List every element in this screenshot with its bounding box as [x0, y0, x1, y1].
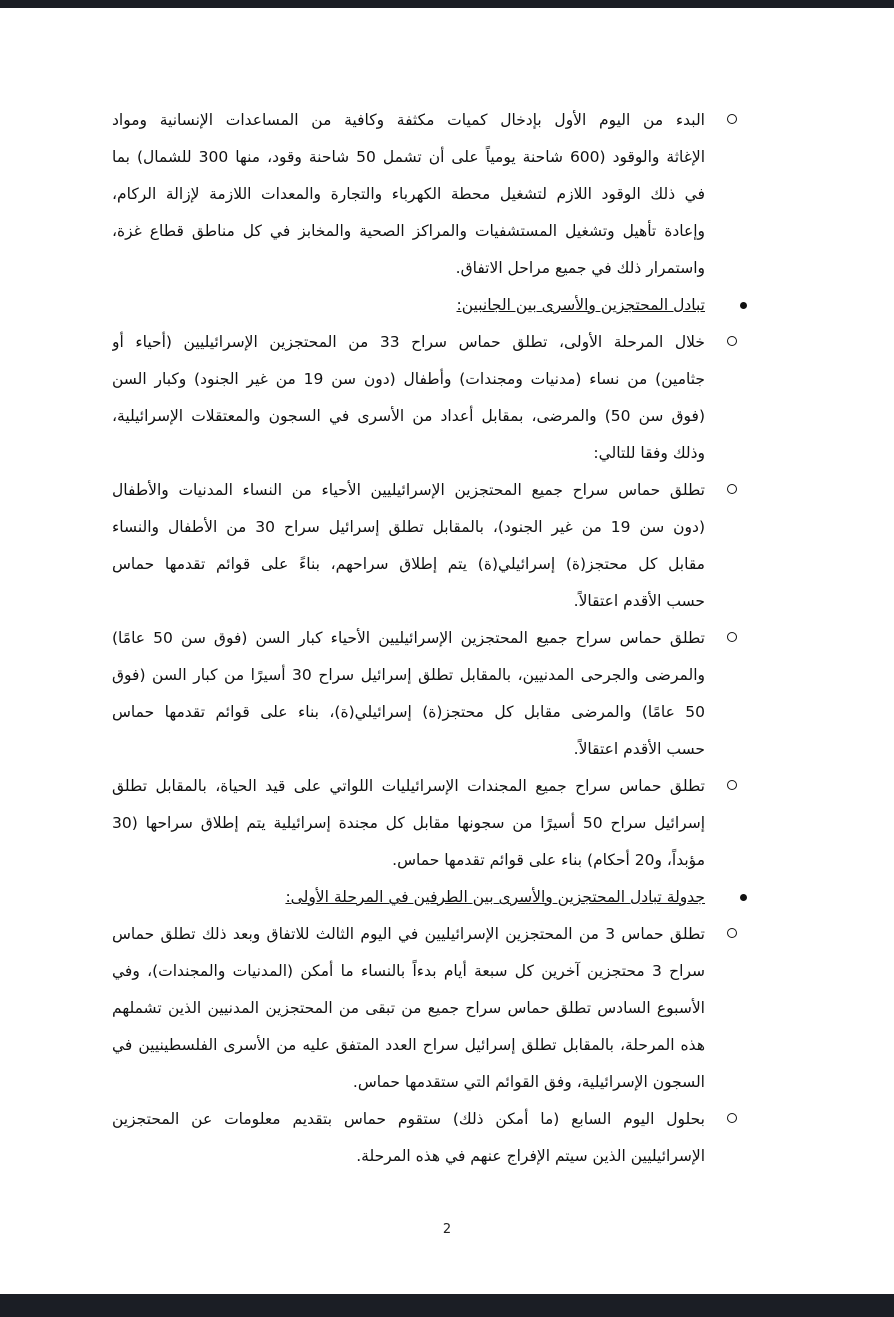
- bullet-hollow-icon: [727, 1113, 737, 1123]
- list-item: [112, 102, 737, 287]
- text-line: سراح 3 محتجزين آخرين كل سبعة أيام بدءاً بالنساء ما أمكن (المدنيات والمجندات)، وفي: [112, 962, 705, 980]
- text-line: (دون سن 19 من غير الجنود)، بالمقابل تطلق إسرائيل سراح 30 من الأطفال والنساء: [112, 518, 705, 536]
- text-line: حسب الأقدم اعتقالاً.: [573, 740, 705, 758]
- section-heading: [112, 287, 737, 324]
- text-line: حسب الأقدم اعتقالاً.: [573, 592, 705, 610]
- text-line: تطلق حماس سراح جميع المحتجزين الإسرائيليين الأحياء من النساء المدنيات والأطفال: [112, 481, 705, 499]
- text-line: جثامين) من نساء (مدنيات ومجندات) وأطفال (دون سن 19 من غير الجنود) وكبار السن: [112, 370, 705, 388]
- document-page: [0, 8, 894, 1294]
- text-line: وإعادة تأهيل وتشغيل المستشفيات والمراكز الصحية والمخابز في كل مناطق قطاع غزة،: [112, 222, 705, 240]
- list-item: [112, 620, 737, 768]
- section-heading: [112, 879, 737, 916]
- bullet-filled-icon: [740, 302, 747, 309]
- text-line: البدء من اليوم الأول بإدخال كميات مكثفة وكافية من المساعدات الإنسانية ومواد: [112, 111, 705, 129]
- bullet-hollow-icon: [727, 336, 737, 346]
- text-line: 50 عامًا) والمرضى مقابل كل محتجز(ة) إسرائيلي(ة)، بناء على قوائم تقدمها حماس: [112, 703, 705, 721]
- document-body: [112, 102, 737, 1175]
- page-number: 2: [442, 1222, 452, 1237]
- text-line: وذلك وفقا للتالي:: [593, 444, 705, 462]
- bullet-hollow-icon: [727, 114, 737, 124]
- bullet-hollow-icon: [727, 780, 737, 790]
- text-line: هذه المرحلة، بالمقابل تطلق إسرائيل سراح العدد المتفق عليه من الأسرى الفلسطينيين في: [112, 1036, 705, 1054]
- list-item: [112, 472, 737, 620]
- text-line: الإسرائيليين الذين سيتم الإفراج عنهم في هذه المرحلة.: [356, 1147, 705, 1165]
- text-line: مؤبداً، و20 أحكام) بناء على قوائم تقدمها حماس.: [392, 851, 705, 869]
- heading-text: تبادل المحتجزين والأسرى بين الجانبين:: [456, 296, 705, 314]
- bullet-filled-icon: [740, 894, 747, 901]
- list-item: [112, 324, 737, 472]
- list-item: [112, 768, 737, 879]
- text-line: تطلق حماس سراح جميع المحتجزين الإسرائيليين الأحياء كبار السن (فوق سن 50 عامًا): [112, 629, 705, 647]
- text-line: في ذلك الوقود اللازم لتشغيل محطة الكهرباء والتجارة والمعدات اللازمة لإزالة الركام،: [112, 185, 705, 203]
- text-line: تطلق حماس 3 من المحتجزين الإسرائيليين في اليوم الثالث للاتفاق وبعد ذلك تطلق حماس: [112, 925, 705, 943]
- text-line: [112, 879, 705, 916]
- text-line: والمرضى والجرحى المدنيين، بالمقابل تطلق إسرائيل سراح 30 أسيرًا من كبار السن (فوق: [112, 666, 705, 684]
- heading-text: جدولة تبادل المحتجزين والأسرى بين الطرفين في المرحلة الأولى:: [285, 888, 705, 906]
- bullet-hollow-icon: [727, 484, 737, 494]
- text-line: بحلول اليوم السابع (ما أمكن ذلك) ستقوم حماس بتقديم معلومات عن المحتجزين: [112, 1110, 705, 1128]
- text-line: إسرائيل سراح 50 أسيرًا من سجونها مقابل كل مجندة إسرائيلية يتم إطلاق سراحها (30: [112, 814, 705, 832]
- text-line: الإغاثة والوقود (600 شاحنة يومياً على أن تشمل 50 شاحنة وقود، منها 300 للشمال) بما: [112, 148, 705, 166]
- list-item: [112, 1101, 737, 1175]
- text-line: مقابل كل محتجز(ة) إسرائيلي(ة) يتم إطلاق سراحهم، بناءً على قوائم تقدمها حماس: [112, 555, 705, 573]
- text-line: [112, 287, 705, 324]
- text-line: (فوق سن 50) والمرضى، بمقابل أعداد من الأسرى في السجون والمعتقلات الإسرائيلية،: [112, 407, 705, 425]
- text-line: تطلق حماس سراح جميع المجندات الإسرائيليات اللواتي على قيد الحياة، بالمقابل تطلق: [112, 777, 705, 795]
- text-line: واستمرار ذلك في جميع مراحل الاتفاق.: [455, 259, 705, 277]
- text-line: خلال المرحلة الأولى، تطلق حماس سراح 33 من المحتجزين الإسرائيليين (أحياء أو: [112, 333, 705, 351]
- text-line: الأسبوع السادس تطلق حماس سراح جميع من تبقى من المحتجزين المدنيين الذين تشملهم: [112, 999, 705, 1017]
- bullet-hollow-icon: [727, 928, 737, 938]
- text-line: السجون الإسرائيلية، وفق القوائم التي ستقدمها حماس.: [352, 1073, 705, 1091]
- bullet-hollow-icon: [727, 632, 737, 642]
- list-item: [112, 916, 737, 1101]
